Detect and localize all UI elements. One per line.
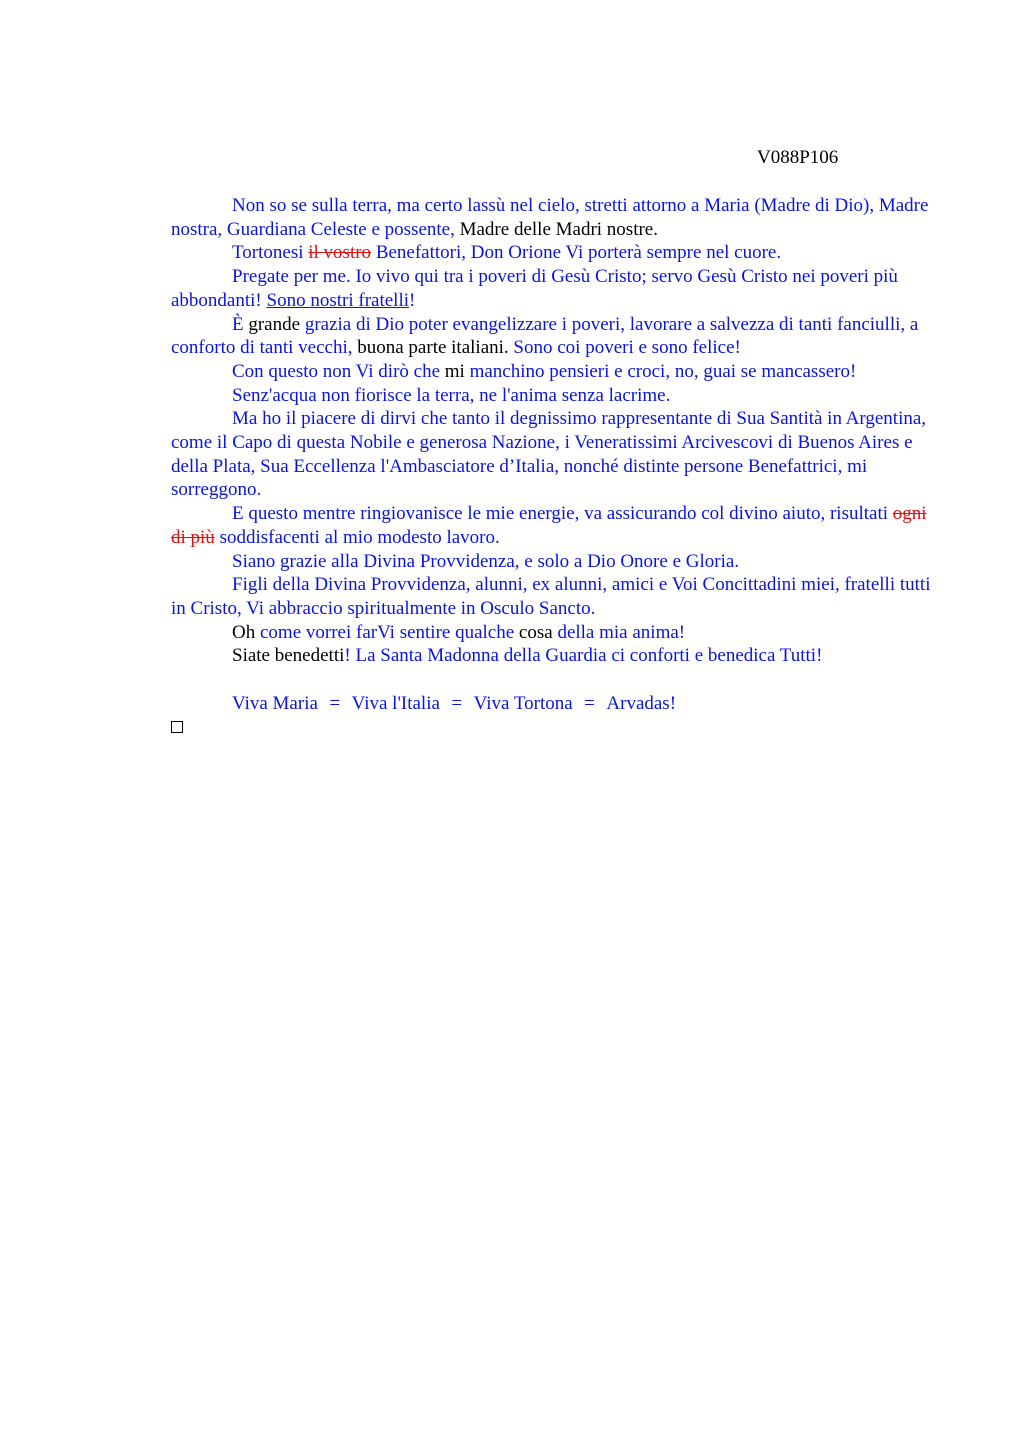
slogan-item: Arvadas!: [606, 692, 677, 714]
slogan-item: Viva Maria: [232, 692, 318, 714]
text-span: ! La Santa Madonna della Guardia ci conforti e benedica Tutti!: [344, 645, 823, 667]
text-span: Ma ho il piacere di dirvi che tanto il degnissimo rappresentante di Sua Santità in Argentina, come il Capo di questa Nobile e generosa Nazione, i Veneratissimi Arcivescovi di Buenos Aires e della Plata, Sua Eccellenza l'Ambasciatore d’Italia, nonché distinte persone Benefattrici, mi sorreggono.: [171, 408, 927, 501]
text-span: mi: [444, 360, 465, 382]
deleted-text: il vostro: [308, 242, 372, 264]
paragraph-9: [171, 550, 931, 574]
paragraph-3: [171, 265, 931, 312]
text-span: grazia di Dio poter evangelizzare i poveri, lavorare a salvezza di tanti fanciulli, a conforto di tanti vecchi,: [171, 313, 919, 359]
text-span: È: [232, 313, 244, 335]
page-identifier: V088P106: [757, 147, 839, 168]
paragraph-5: [171, 360, 931, 384]
text-span: Con questo non Vi dirò che: [232, 360, 445, 382]
text-span: Madre delle Madri nostre.: [454, 218, 658, 240]
slogan-item: Viva l'Italia: [351, 692, 440, 714]
deleted-text: ogni di più: [171, 503, 927, 548]
paragraph-4: [171, 313, 931, 360]
text-span: come vorrei farVi sentire qualche: [255, 621, 519, 643]
text-span: cosa: [518, 621, 553, 643]
slogan-separator: =: [584, 692, 595, 714]
text-span: Siate benedetti: [232, 645, 345, 667]
square-outline-icon: [171, 721, 183, 733]
text-span: Pregate per me. Io vivo qui tra i poveri di Gesù Cristo; servo Gesù Cristo nei poveri più abbondanti!: [171, 266, 898, 311]
slogan-separator: =: [329, 692, 341, 714]
closing-slogan: [171, 692, 931, 716]
text-span: grande: [243, 313, 305, 335]
text-span: manchino pensieri e croci, no, guai se mancassero!: [464, 360, 857, 382]
text-span: Benefattori, Don Orione Vi porterà sempre nel cuore.: [371, 242, 782, 264]
paragraph-1: [171, 194, 931, 241]
text-span: Tortonesi: [232, 242, 309, 264]
letter-body: [171, 194, 931, 733]
text-span: Figli della Divina Provvidenza, alunni, ex alunni, amici e Voi Concittadini miei, fratelli tutti in Cristo, Vi abbraccio spiritualmente in Osculo Sancto.: [171, 574, 931, 619]
slogan-separator: =: [451, 692, 463, 714]
text-span: Oh: [232, 621, 256, 643]
underlined-text: Sono nostri fratelli: [266, 289, 409, 311]
blank-line: [171, 668, 931, 692]
paragraph-10: [171, 573, 931, 620]
text-span: Non so se sulla terra, ma certo lassù nel cielo, stretti attorno a Maria (Madre di Dio), Madre nostra, Guardiana Celeste e possente,: [171, 195, 929, 240]
text-span: !: [409, 289, 416, 311]
paragraph-8: [171, 502, 931, 549]
paragraph-2: [171, 241, 931, 265]
text-span: Sono coi poveri e sono felice!: [513, 337, 741, 359]
text-span: soddisfacenti al mio modesto lavoro.: [214, 526, 500, 548]
paragraph-11: [171, 621, 931, 645]
text-span: della mia anima!: [552, 621, 686, 643]
text-span: E questo mentre ringiovanisce le mie energie, va assicurando col divino aiuto, risultati: [232, 503, 893, 525]
paragraph-7: [171, 407, 931, 502]
paragraph-6: [171, 384, 931, 408]
text-span: buona parte italiani.: [352, 337, 514, 359]
text-span: Siano grazie alla Divina Provvidenza, e solo a Dio Onore e Gloria.: [232, 550, 740, 572]
paragraph-12: [171, 644, 931, 668]
slogan-item: Viva Tortona: [473, 692, 573, 714]
text-span: Senz'acqua non fiorisce la terra, ne l'anima senza lacrime.: [232, 384, 671, 406]
